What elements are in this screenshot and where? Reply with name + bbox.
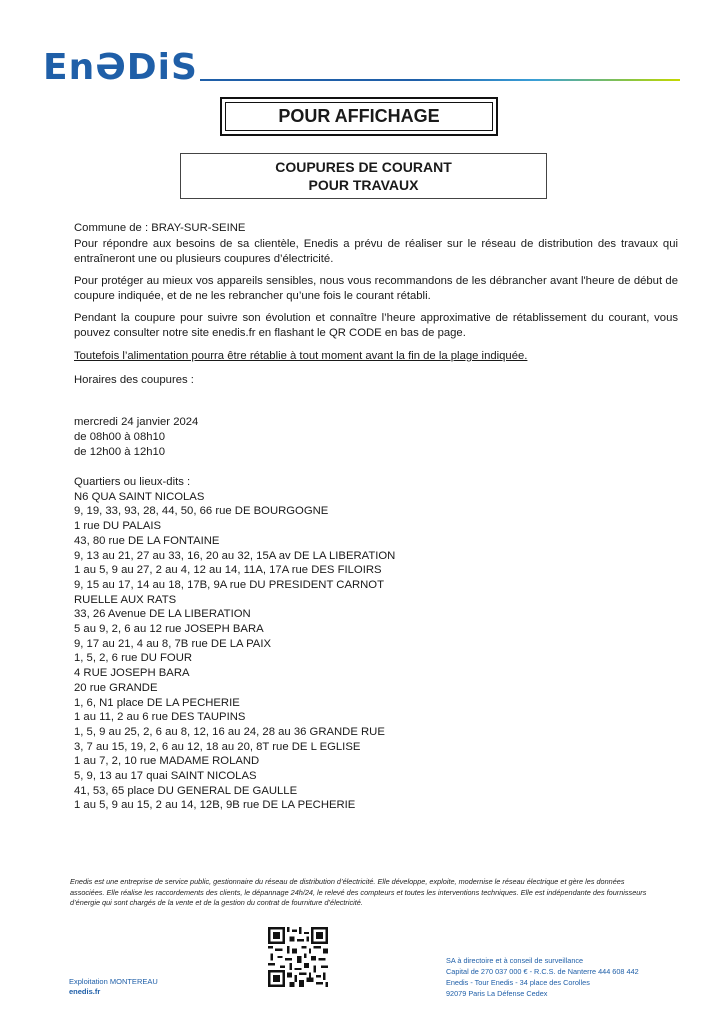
footer-company-info	[446, 955, 639, 999]
company-info-line: SA à directoire et à conseil de surveillance	[446, 956, 584, 965]
street-item: 41, 53, 65 place DU GENERAL DE GAULLE	[74, 784, 298, 797]
street-item: 1 au 5, 9 au 27, 2 au 4, 12 au 14, 11A, 17A rue DES FILOIRS	[74, 564, 382, 577]
street-item: 9, 17 au 21, 4 au 8, 7B rue DE LA PAIX	[74, 637, 271, 650]
footer-left-block	[69, 977, 158, 997]
header-rule	[200, 79, 680, 81]
title-line-2: POUR TRAVAUX	[308, 177, 419, 193]
paragraph-intro: Pour répondre aux besoins de sa clientèle, Enedis a prévu de réaliser sur le réseau de distribution des travaux qui entraîneront une ou plusieurs coupures d’électricité.	[74, 238, 678, 265]
company-info-line: Capital de 270 037 000 € - R.C.S. de Nanterre 444 608 442	[446, 967, 639, 976]
street-item: 1 rue DU PALAIS	[74, 520, 162, 533]
company-info-line: Enedis - Tour Enedis - 34 place des Corolles	[446, 978, 590, 987]
street-item: 4 RUE JOSEPH BARA	[74, 667, 190, 680]
street-item: 1 au 11, 2 au 6 rue DES TAUPINS	[74, 711, 246, 724]
street-item: 3, 7 au 15, 19, 2, 6 au 12, 18 au 20, 8T rue DE L EGLISE	[74, 740, 361, 753]
paragraph-tracking: Pendant la coupure pour suivre son évolution et connaître l’heure approximative de rétablissement du courant, vous pouvez consulter notre site enedis.fr en flashant le QR CODE en bas de page.	[74, 312, 678, 339]
company-info-line: 92079 Paris La Défense Cedex	[446, 989, 548, 998]
street-item: 9, 19, 33, 93, 28, 44, 50, 66 rue DE BOURGOGNE	[74, 505, 329, 518]
street-item: 5 au 9, 2, 6 au 12 rue JOSEPH BARA	[74, 623, 264, 636]
street-item: 9, 13 au 21, 27 au 33, 16, 20 au 32, 15A av DE LA LIBERATION	[74, 549, 396, 562]
street-item: N6 QUA SAINT NICOLAS	[74, 490, 205, 503]
schedule-date: mercredi 24 janvier 2024	[74, 416, 199, 428]
streets-heading: Quartiers ou lieux-dits :	[74, 476, 191, 488]
qr-code[interactable]	[268, 927, 328, 987]
streets-list	[74, 475, 395, 813]
street-item: 1, 6, N1 place DE LA PECHERIE	[74, 696, 240, 709]
notice-box	[220, 97, 498, 136]
notice-title: POUR AFFICHAGE	[225, 102, 493, 131]
street-item: 1, 5, 2, 6 rue DU FOUR	[74, 652, 193, 665]
footer-legal-note: Enedis est une entreprise de service public, gestionnaire du réseau de distribution d’électricité. Elle développe, exploite, modernise le réseau électrique et gère les données associées. Elle réalise les raccordements des clients, le dépannage 24h/24, le relevé des compteurs et toutes les interventions techniques. Elle est indépendante des fournisseurs d’énergie qui sont chargés de la vente et de la gestion du contrat de fourniture d’électricité.	[70, 877, 647, 907]
street-item: 9, 15 au 17, 14 au 18, 17B, 9A rue DU PRESIDENT CARNOT	[74, 578, 384, 591]
street-item: 43, 80 rue DE LA FONTAINE	[74, 534, 220, 547]
website-link[interactable]: enedis.fr	[69, 987, 101, 996]
schedule-slot: de 08h00 à 08h10	[74, 431, 166, 443]
title-box	[180, 153, 547, 199]
street-item: RUELLE AUX RATS	[74, 593, 177, 606]
commune-line: Commune de : BRAY-SUR-SEINE	[74, 222, 246, 234]
street-item: 1 au 5, 9 au 15, 2 au 14, 12B, 9B rue DE LA PECHERIE	[74, 799, 356, 812]
enedis-logo: EnƏDiS	[43, 47, 198, 88]
title-line-1: COUPURES DE COURANT	[275, 159, 452, 175]
paragraph-warning: Toutefois l’alimentation pourra être rétablie à tout moment avant la fin de la plage indiquée.	[74, 350, 528, 362]
street-item: 1 au 7, 2, 10 rue MADAME ROLAND	[74, 755, 260, 768]
schedule-heading: Horaires des coupures :	[74, 374, 194, 386]
street-item: 5, 9, 13 au 17 quai SAINT NICOLAS	[74, 770, 257, 783]
paragraph-advice: Pour protéger au mieux vos appareils sensibles, nous vous recommandons de les débrancher avant l'heure de début de coupure indiquée, et de ne les rebrancher qu’une fois le courant rétabli.	[74, 275, 678, 302]
street-item: 1, 5, 9 au 25, 2, 6 au 8, 12, 16 au 24, 28 au 36 GRANDE RUE	[74, 725, 385, 738]
street-item: 33, 26 Avenue DE LA LIBERATION	[74, 608, 251, 621]
schedule-slot: de 12h00 à 12h10	[74, 446, 166, 458]
exploitation-label: Exploitation MONTEREAU	[69, 977, 158, 986]
schedule-block	[74, 415, 198, 460]
street-item: 20 rue GRANDE	[74, 681, 158, 694]
